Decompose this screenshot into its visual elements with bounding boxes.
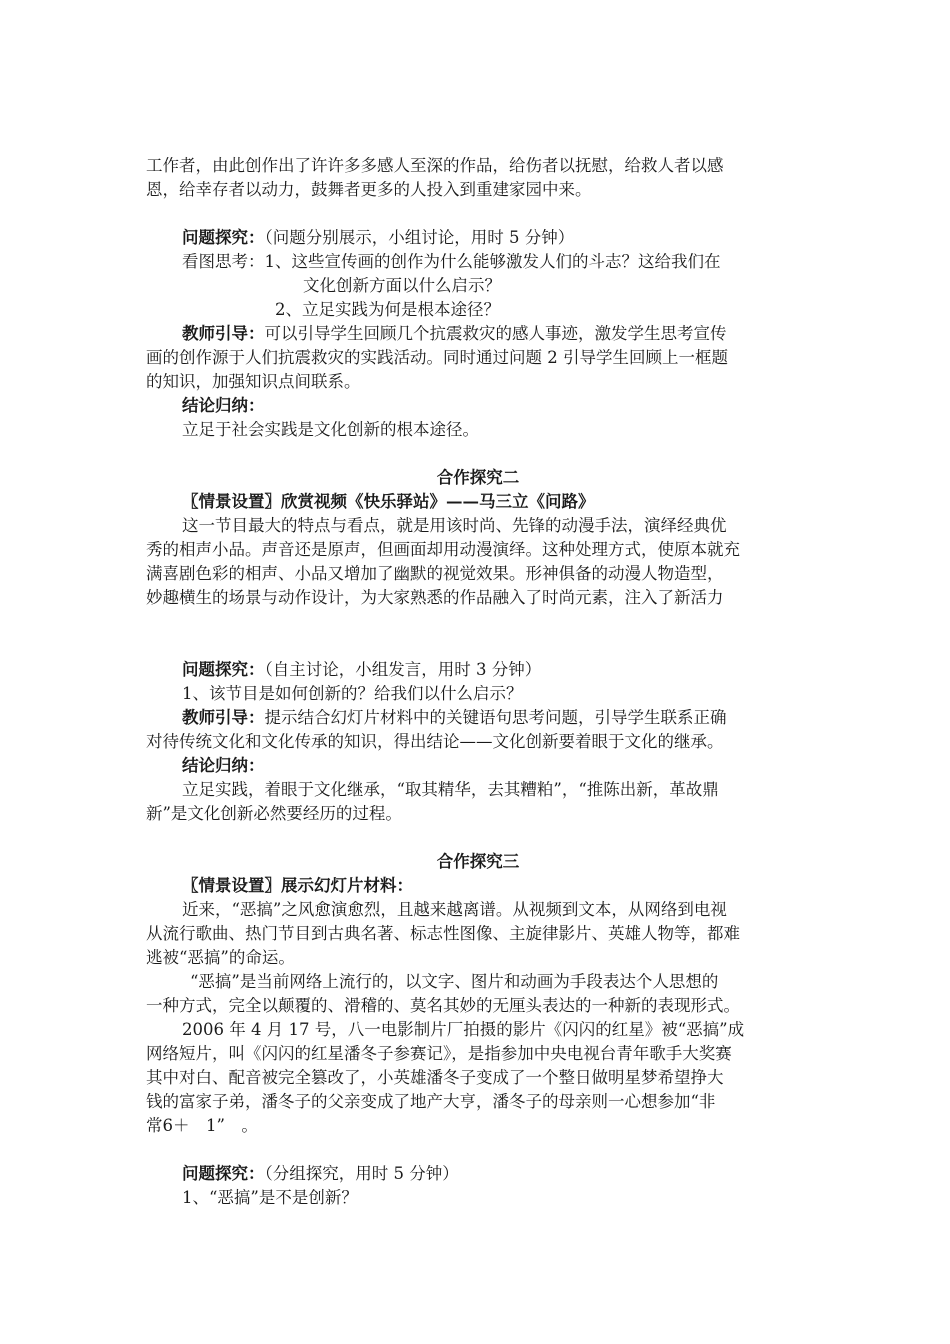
teacher-guide-1: [182, 322, 810, 346]
question-explore-2: [182, 658, 810, 682]
question-item-cont: 文化创新方面以什么启示？: [303, 276, 501, 295]
question-note: （分组探究，用时 5 分钟）: [264, 1164, 459, 1183]
section-heading-3: 合作探究三: [436, 852, 520, 871]
paragraph-line: 满喜剧色彩的相声、小品又增加了幽默的视觉效果。形神俱备的动漫人物造型，: [146, 564, 724, 583]
question-note: （问题分别展示，小组讨论，用时 5 分钟）: [264, 228, 575, 247]
question-item: 1、“恶搞”是不是创新？: [182, 1188, 358, 1207]
question-item: 看图思考：1、这些宣传画的创作为什么能够激发人们的斗志？这给我们在: [182, 252, 721, 271]
paragraph-line: 2006 年 4 月 17 号，八一电影制片厂拍摄的影片《闪闪的红星》被“恶搞”成: [182, 1020, 745, 1039]
paragraph-line: 的知识，加强知识点间联系。: [146, 372, 361, 391]
question-label: 问题探究：: [182, 1164, 265, 1183]
section-heading-2: 合作探究二: [436, 468, 520, 487]
teacher-guide-label: 教师引导：: [182, 708, 265, 727]
paragraph-line: 钱的富家子弟，潘冬子的父亲变成了地产大亨，潘冬子的母亲则一心想参加“非: [146, 1092, 716, 1111]
conclusion-label: 结论归纳：: [182, 756, 265, 775]
paragraph-line: 网络短片，叫《闪闪的红星潘冬子参赛记》，是指参加中央电视台青年歌手大奖赛: [146, 1044, 732, 1063]
question-label: 问题探究：: [182, 228, 265, 247]
paragraph-line: 恩，给幸存者以动力，鼓舞者更多的人投入到重建家园中来。: [146, 180, 592, 199]
teacher-guide-2: [182, 706, 810, 730]
paragraph-line: 秀的相声小品。声音还是原声，但画面却用动漫演绎。这种处理方式，使原本就充: [146, 540, 740, 559]
paragraph-line: 逃被“恶搞”的命运。: [146, 948, 295, 967]
paragraph-line: 近来，“恶搞”之风愈演愈烈，且越来越离谱。从视频到文本，从网络到电视: [182, 900, 727, 919]
teacher-guide-text: 可以引导学生回顾几个抗震救灾的感人事迹，激发学生思考宣传: [264, 324, 727, 343]
conclusion-text: 立足于社会实践是文化创新的根本途径。: [182, 420, 479, 439]
paragraph-line: 新”是文化创新必然要经历的过程。: [146, 804, 402, 823]
teacher-guide-text: 提示结合幻灯片材料中的关键语句思考问题，引导学生联系正确: [264, 708, 727, 727]
scenario-title-2: 〖情景设置〗欣赏视频《快乐驿站》——马三立《问路》: [182, 492, 595, 511]
paragraph-line: 对待传统文化和文化传承的知识，得出结论——文化创新要着眼于文化的继承。: [146, 732, 724, 751]
question-item: 2、立足实践为何是根本途径？: [275, 300, 500, 319]
question-explore-3: [182, 1162, 810, 1186]
paragraph-line: “恶搞”是当前网络上流行的，以文字、图片和动画为手段表达个人思想的: [190, 972, 719, 991]
conclusion-label: 结论归纳：: [182, 396, 265, 415]
paragraph-line: 一种方式，完全以颠覆的、滑稽的、莫名其妙的无厘头表达的一种新的表现形式。: [146, 996, 740, 1015]
scenario-title-3: 〖情景设置〗展示幻灯片材料：: [182, 876, 413, 895]
question-label: 问题探究：: [182, 660, 265, 679]
paragraph-line: 工作者，由此创作出了许许多多感人至深的作品，给伤者以抚慰，给救人者以感: [146, 156, 724, 175]
question-explore-1: [182, 226, 810, 250]
question-note: （自主讨论，小组发言，用时 3 分钟）: [264, 660, 542, 679]
paragraph-line: 常6＋ 1” 。: [146, 1116, 258, 1135]
paragraph-line: 其中对白、配音被完全篡改了，小英雄潘冬子变成了一个整日做明星梦希望挣大: [146, 1068, 724, 1087]
paragraph-line: 妙趣横生的场景与动作设计，为大家熟悉的作品融入了时尚元素，注入了新活力: [146, 588, 724, 607]
paragraph-line: 这一节目最大的特点与看点，就是用该时尚、先锋的动漫手法，演绎经典优: [182, 516, 727, 535]
question-item: 1、该节目是如何创新的？给我们以什么启示？: [182, 684, 523, 703]
paragraph-line: 从流行歌曲、热门节目到古典名著、标志性图像、主旋律影片、英雄人物等，都难: [146, 924, 740, 943]
conclusion-text: 立足实践，着眼于文化继承，“取其精华，去其糟粕”，“推陈出新，革故鼎: [182, 780, 719, 799]
teacher-guide-label: 教师引导：: [182, 324, 265, 343]
paragraph-line: 画的创作源于人们抗震救灾的实践活动。同时通过问题 2 引导学生回顾上一框题: [146, 348, 728, 367]
